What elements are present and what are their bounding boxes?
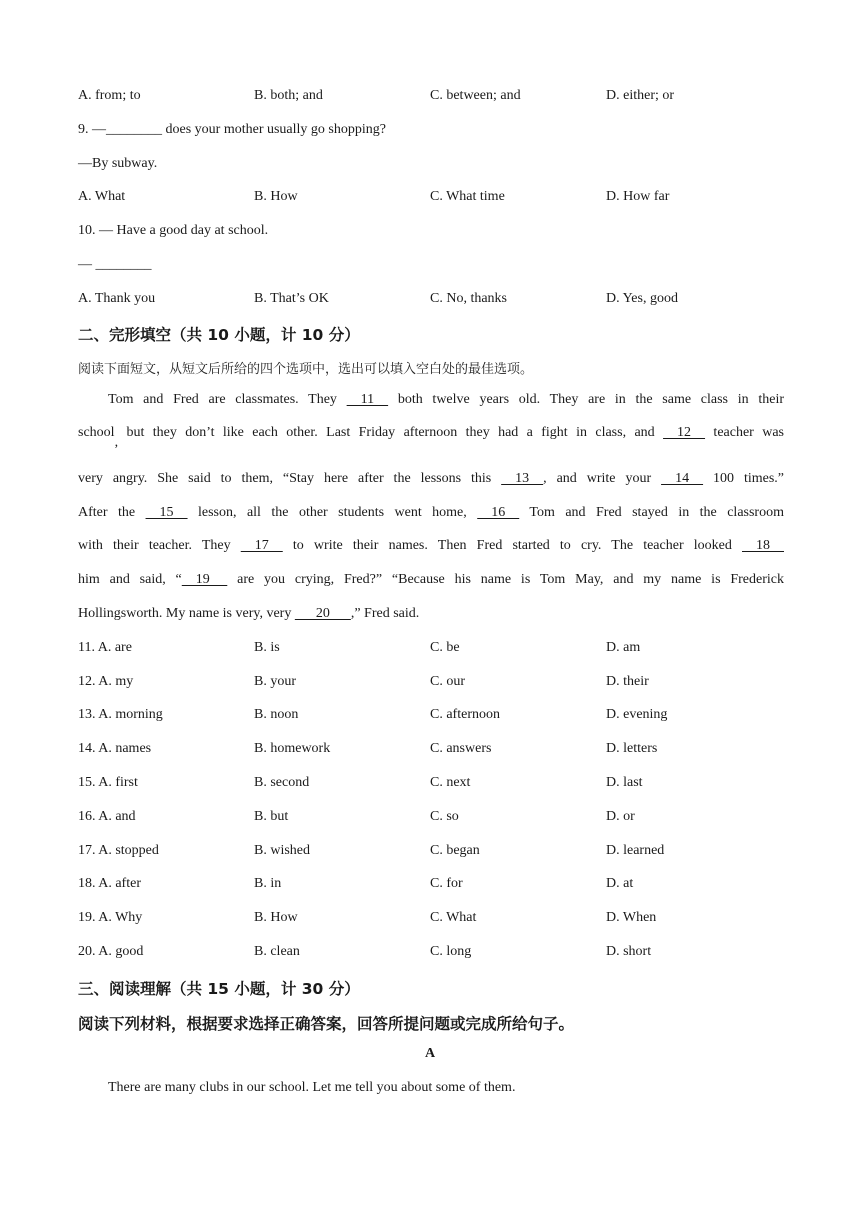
option-d: D. How far: [606, 189, 670, 204]
q20-options: [78, 944, 782, 964]
option-b: B. clean: [254, 944, 300, 959]
option-d: D. am: [606, 640, 641, 655]
option-d: D. either; or: [606, 88, 675, 103]
passage-text: Hollingsworth. My name is very, very: [78, 606, 295, 621]
option-d: D. When: [606, 910, 657, 925]
option-d: D. evening: [606, 707, 668, 722]
option-d: D. Yes, good: [606, 291, 678, 306]
passage-line-3: [78, 471, 784, 487]
blank-15: 15: [145, 505, 188, 520]
q16-options: [78, 809, 782, 829]
blank-12: 12: [663, 425, 706, 440]
option-c: C. so: [430, 809, 459, 824]
option-b: B. That’s OK: [254, 291, 329, 306]
option-a: A. Thank you: [78, 291, 156, 306]
option-c: C. answers: [430, 741, 492, 756]
option-d: D. or: [606, 809, 635, 824]
option-a: 15. A. first: [78, 775, 138, 790]
option-b: B. in: [254, 876, 282, 891]
option-a: 18. A. after: [78, 876, 141, 891]
passage-text: teacher was: [705, 425, 784, 440]
blank-16: 16: [477, 505, 520, 520]
option-b: B. wished: [254, 843, 310, 858]
section3-heading: 三、阅读理解（共 15 小题，计 30 分）: [78, 980, 360, 998]
passage-text: with their teacher. They: [78, 538, 241, 553]
option-c: C. What: [430, 910, 477, 925]
option-d: D. short: [606, 944, 652, 959]
option-d: D. learned: [606, 843, 665, 858]
option-b: B. How: [254, 189, 298, 204]
option-c: C. began: [430, 843, 480, 858]
option-a: 14. A. names: [78, 741, 152, 756]
passage-text: him and said, “: [78, 572, 182, 587]
blank-17: 17: [240, 538, 283, 553]
passage-text: are you crying, Fred?” “Because his name is Tom May, and my name is Frederick: [227, 572, 784, 587]
option-c: C. be: [430, 640, 460, 655]
option-c: C. between; and: [430, 88, 521, 103]
blank-20: 20: [294, 606, 351, 621]
option-b: B. is: [254, 640, 280, 655]
option-b: B. both; and: [254, 88, 323, 103]
option-a: 20. A. good: [78, 944, 144, 959]
option-c: C. for: [430, 876, 463, 891]
q10-options: [78, 291, 782, 311]
q13-options: [78, 707, 782, 727]
blank-14: 14: [661, 471, 704, 486]
section2-instruction: 阅读下面短文，从短文后所给的四个选项中，选出可以填入空白处的最佳选项。: [78, 362, 534, 377]
option-a: 11. A. are: [78, 640, 132, 655]
passage-line-6: [78, 572, 784, 588]
option-c: C. next: [430, 775, 471, 790]
blank-18: 18: [742, 538, 784, 553]
option-d: D. at: [606, 876, 634, 891]
passage-text: ,” Fred said.: [350, 606, 420, 621]
q15-options: [78, 775, 782, 795]
passage-line-4: [78, 505, 784, 521]
blank-11: 11: [346, 392, 389, 407]
q10-question: 10. — Have a good day at school.: [78, 223, 269, 238]
q8-options: [78, 88, 782, 108]
option-d: D. last: [606, 775, 643, 790]
passage-text: , and write your: [543, 471, 662, 486]
option-a: A. What: [78, 189, 126, 204]
passage-text: Tom and Fred are classmates. They: [108, 392, 347, 407]
option-d: D. their: [606, 674, 649, 689]
option-a: 19. A. Why: [78, 910, 143, 925]
passage-text: 100 times.”: [703, 471, 784, 486]
blank-19: 19: [181, 572, 228, 587]
passage-text: but they don’t like each other. Last Friday afternoon they had a fight in class, and: [118, 425, 664, 440]
option-b: B. How: [254, 910, 298, 925]
option-c: C. What time: [430, 189, 505, 204]
option-b: B. second: [254, 775, 310, 790]
option-a: 16. A. and: [78, 809, 136, 824]
option-a: 17. A. stopped: [78, 843, 159, 858]
option-c: C. long: [430, 944, 472, 959]
passage-text: very angry. She said to them, “Stay here after the lessons this: [78, 471, 502, 486]
passage-text: to write their names. Then Fred started to cry. The teacher looked: [282, 538, 742, 553]
option-c: C. our: [430, 674, 465, 689]
option-d: D. letters: [606, 741, 658, 756]
q9-options: [78, 189, 782, 209]
passage-a-intro: There are many clubs in our school. Let me tell you about some of them.: [108, 1080, 516, 1095]
q19-options: [78, 910, 782, 930]
q12-options: [78, 674, 782, 694]
passage-line-1: [78, 392, 784, 408]
option-a: A. from; to: [78, 88, 141, 103]
option-b: B. noon: [254, 707, 299, 722]
option-c: C. No, thanks: [430, 291, 507, 306]
q9-answer-line: —By subway.: [78, 156, 158, 171]
option-c: C. afternoon: [430, 707, 500, 722]
blank-13: 13: [501, 471, 544, 486]
q18-options: [78, 876, 782, 896]
option-b: B. homework: [254, 741, 331, 756]
passage-line-5: [78, 538, 784, 554]
passage-line-2: [78, 425, 784, 450]
q17-options: [78, 843, 782, 863]
passage-line-7: [78, 606, 784, 622]
q14-options: [78, 741, 782, 761]
passage-text: After the: [78, 505, 146, 520]
passage-a-label: A: [424, 1046, 436, 1061]
option-b: B. your: [254, 674, 296, 689]
option-a: 12. A. my: [78, 674, 134, 689]
passage-text: both twelve years old. They are in the same class in their: [388, 392, 784, 407]
passage-text: Tom and Fred stayed in the classroom: [519, 505, 784, 520]
passage-comma: ,: [114, 435, 119, 450]
section3-instruction: 阅读下列材料，根据要求选择正确答案，回答所提问题或完成所给句子。: [78, 1015, 575, 1033]
section2-heading: 二、完形填空（共 10 小题，计 10 分）: [78, 326, 360, 344]
passage-text: lesson, all the other students went home,: [187, 505, 478, 520]
option-b: B. but: [254, 809, 289, 824]
q10-answer-line: — ________: [78, 257, 152, 272]
q9-question: 9. —________ does your mother usually go shopping?: [78, 122, 386, 137]
option-a: 13. A. morning: [78, 707, 163, 722]
q11-options: [78, 640, 782, 660]
passage-text: school: [78, 425, 115, 440]
